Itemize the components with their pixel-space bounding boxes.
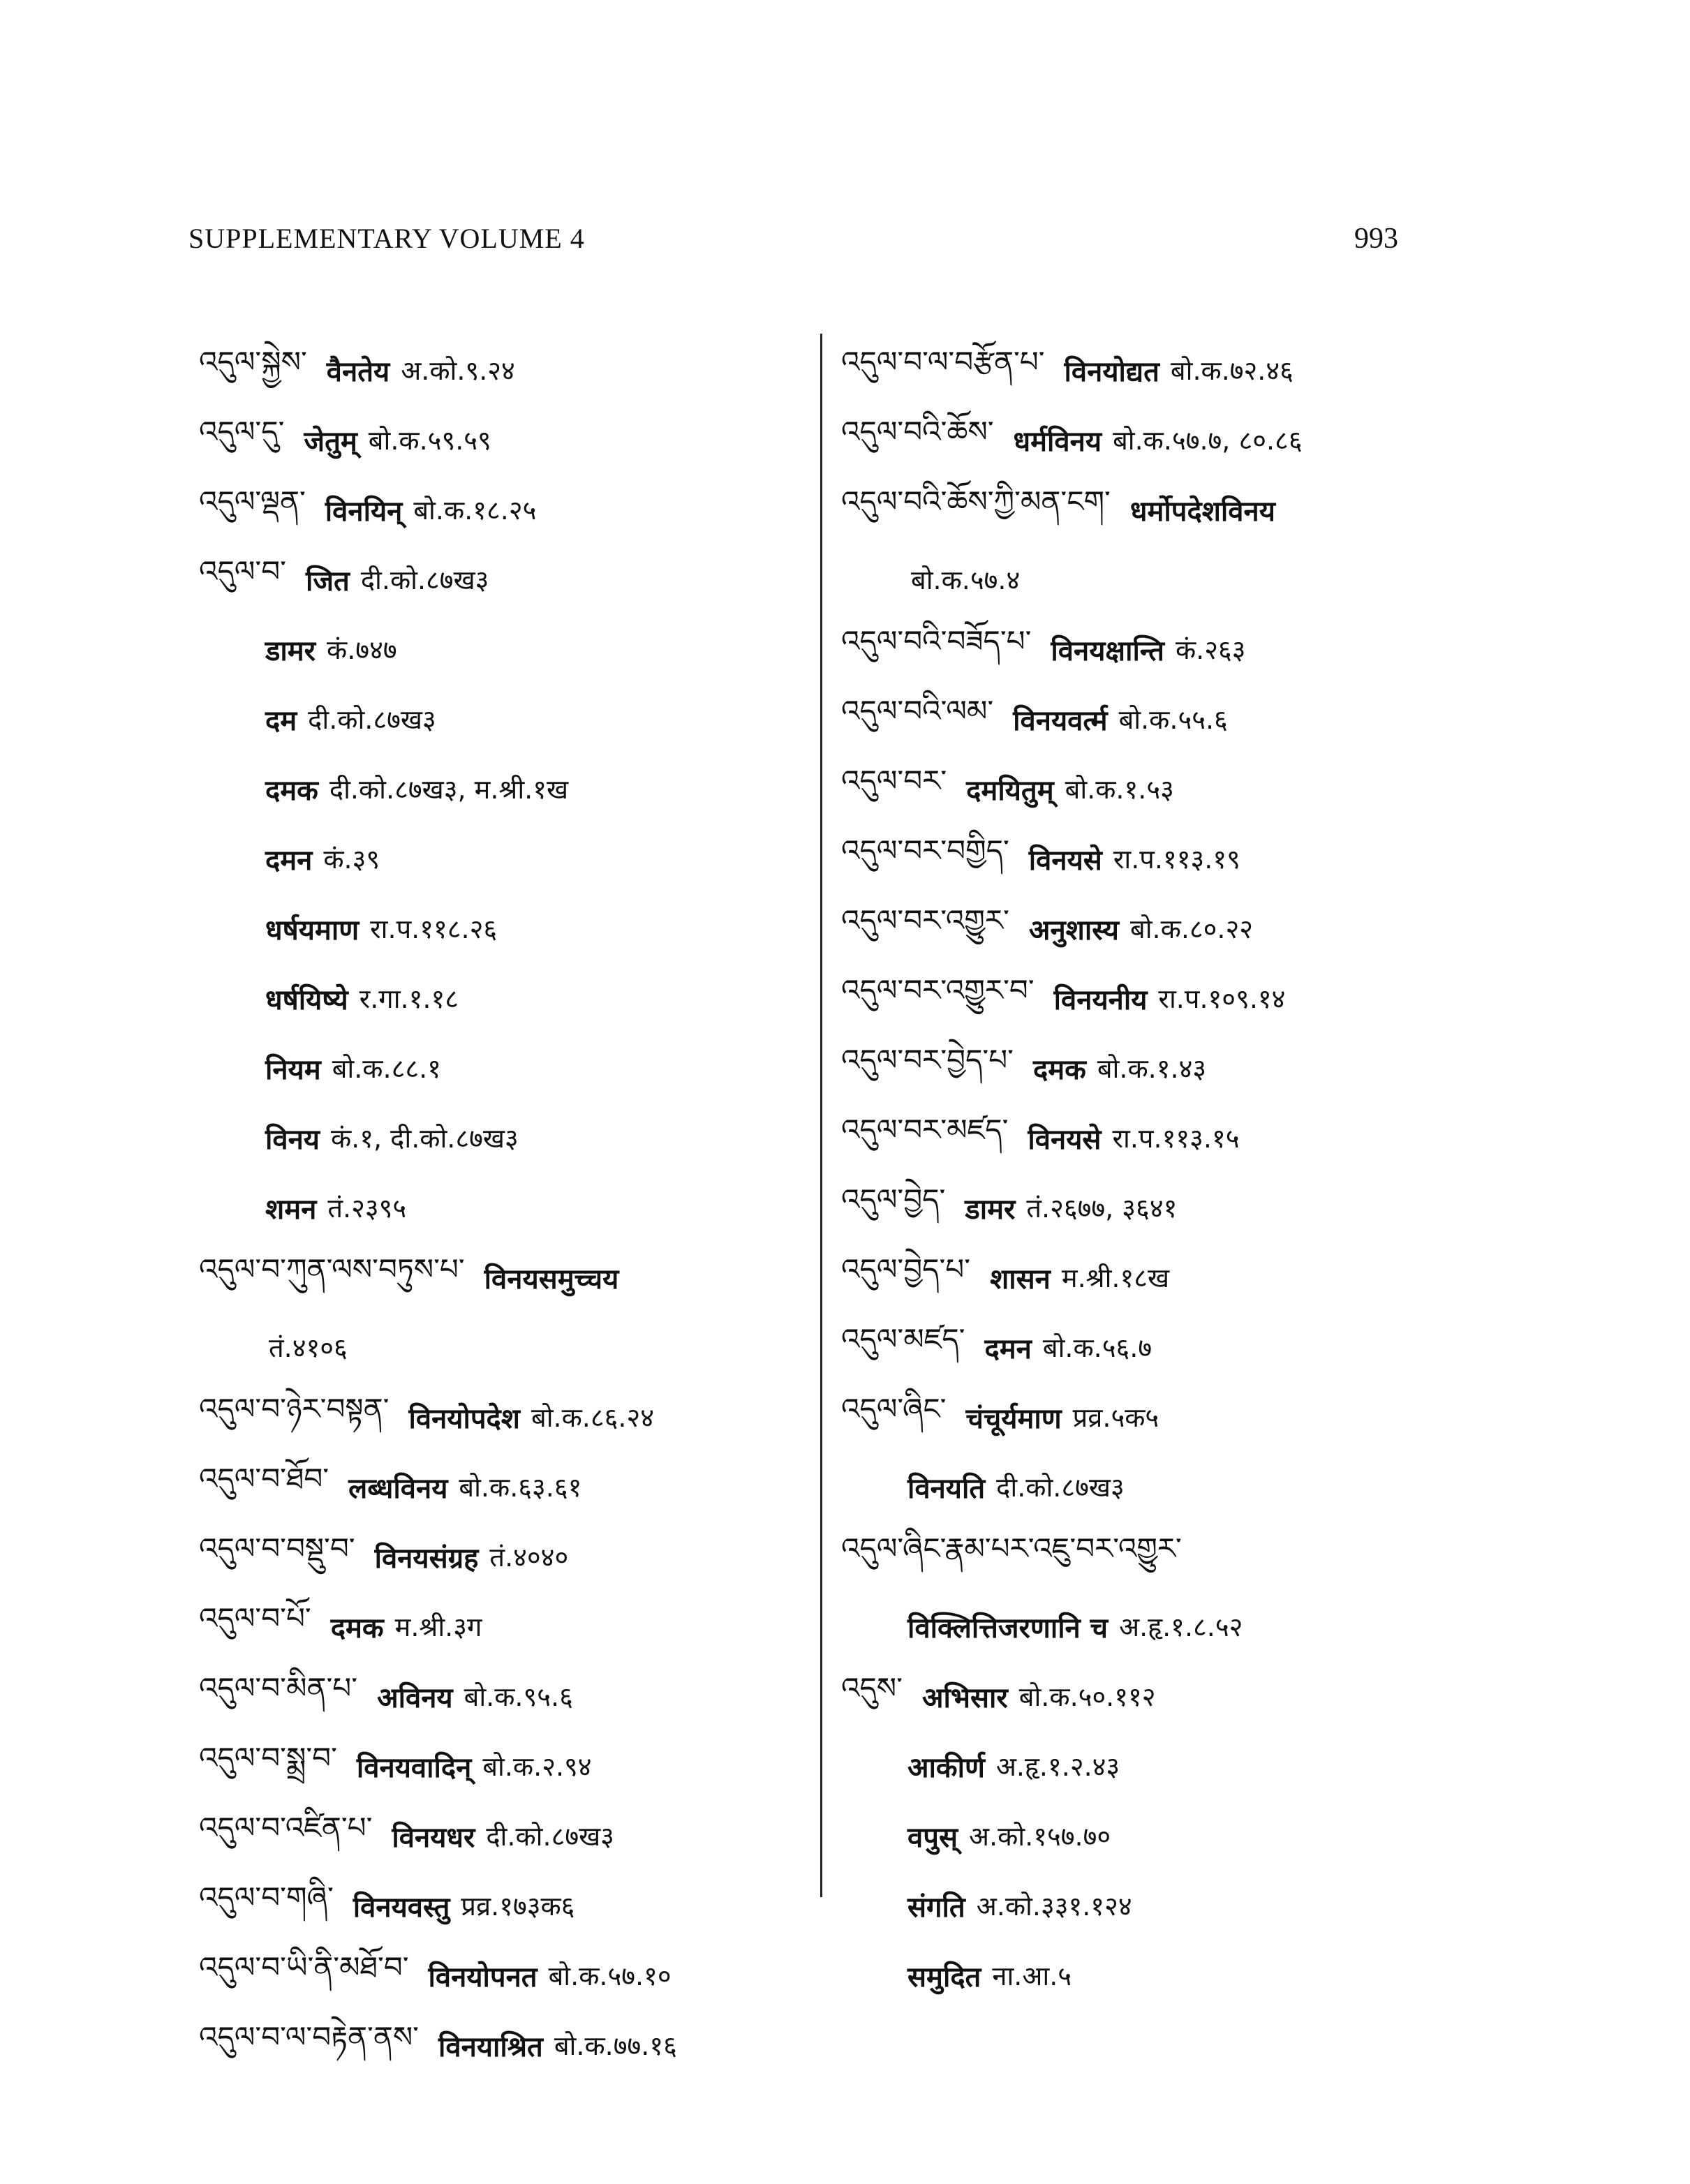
- sanskrit-equivalent: विनयोपनत: [428, 1961, 538, 1993]
- right-column: [841, 335, 1455, 2010]
- source-reference: बो.क.१८.२५: [413, 495, 537, 526]
- dictionary-entry: [199, 893, 813, 963]
- dictionary-entry: [841, 1661, 1455, 1731]
- sanskrit-equivalent: दमक: [1032, 1053, 1086, 1086]
- source-reference: बो.क.८०.२२: [1130, 914, 1254, 944]
- dictionary-entry: [199, 1661, 813, 1731]
- tibetan-term: འདུལ་བ་པོ་: [199, 1600, 311, 1635]
- source-reference: कं.३९: [323, 844, 380, 875]
- sanskrit-equivalent: वैनतेय: [326, 355, 390, 388]
- dictionary-entry: [199, 1801, 813, 1871]
- source-reference: तं.२३९५: [327, 1193, 407, 1224]
- source-reference: रा.प.११३.१९: [1113, 844, 1240, 875]
- tibetan-term: འདུལ་བར་: [841, 763, 947, 798]
- dictionary-entry: [199, 1522, 813, 1591]
- source-reference: रा.प.११८.२६: [370, 914, 498, 944]
- dictionary-entry: [199, 1033, 813, 1103]
- dictionary-entry: [841, 1452, 1455, 1522]
- source-reference: बो.क.९५.६: [464, 1681, 573, 1712]
- tibetan-term: འདུལ་བ་འཛིན་པ་: [199, 1810, 373, 1845]
- sanskrit-equivalent: विनयाश्रित: [438, 2030, 543, 2063]
- source-reference: र.गा.१.१८: [359, 983, 459, 1014]
- sanskrit-equivalent: दमयितुम्: [966, 774, 1054, 807]
- sanskrit-equivalent: दमक: [330, 1612, 384, 1644]
- tibetan-term: འདུལ་བ་ཐོབ་: [199, 1461, 329, 1496]
- sanskrit-equivalent: विनयवर्त्म: [1013, 704, 1108, 737]
- tibetan-term: འདུལ་བ་ཉེར་བསྟན་: [199, 1391, 390, 1426]
- tibetan-term: འདུལ་བྱེད་པ་: [841, 1251, 971, 1286]
- source-reference: कं.२६३: [1175, 634, 1246, 665]
- source-reference: अ.को.१५७.७०: [969, 1821, 1111, 1852]
- source-reference: प्रव्र.५क५: [1072, 1402, 1159, 1433]
- sanskrit-equivalent: अविनय: [377, 1681, 453, 1714]
- dictionary-entry: [841, 1242, 1455, 1312]
- tibetan-term: འདུལ་བ་བསྡུ་བ་: [199, 1531, 355, 1566]
- dictionary-entry: [841, 1312, 1455, 1382]
- source-reference: बो.क.८८.१: [332, 1053, 441, 1084]
- source-reference: अ.को.९.२४: [401, 355, 515, 386]
- tibetan-term: འདུལ་བའི་ཆོས་: [841, 414, 994, 449]
- sanskrit-equivalent: अभिसार: [921, 1681, 1008, 1714]
- dictionary-entry: [199, 475, 813, 544]
- tibetan-term: འདུལ་བའི་ལམ་: [841, 693, 994, 728]
- source-reference: बो.क.५७.१०: [548, 1961, 672, 1991]
- dictionary-entry: [199, 2010, 813, 2080]
- tibetan-term: འདུལ་བར་འགྱུར་: [841, 902, 1009, 937]
- sanskrit-equivalent: चंचूर्यमाण: [965, 1402, 1062, 1435]
- source-reference: तं.४१०६: [269, 1332, 348, 1363]
- sanskrit-equivalent: डामर: [265, 634, 316, 667]
- dictionary-entry: [841, 1940, 1455, 2010]
- source-reference: दी.को.८७ख३: [996, 1472, 1125, 1503]
- source-reference: बो.क.२.९४: [482, 1751, 592, 1782]
- source-reference: रा.प.१०९.१४: [1158, 983, 1286, 1014]
- source-reference: दी.को.८७ख३: [308, 704, 436, 735]
- source-reference: अ.को.३३१.१२४: [976, 1891, 1132, 1922]
- dictionary-entry: [841, 1033, 1455, 1103]
- tibetan-term: འདུལ་མཛད་: [841, 1321, 965, 1356]
- left-column: [199, 335, 813, 2080]
- source-reference: कं.७४७: [327, 634, 397, 665]
- dictionary-entry: [199, 1940, 813, 2010]
- sanskrit-equivalent: विक्लित्तिजरणानि च: [907, 1612, 1109, 1644]
- source-reference: म.श्री.१८ख: [1061, 1263, 1170, 1293]
- dictionary-entry: [199, 1173, 813, 1242]
- source-reference: बो.क.५६.७: [1042, 1332, 1152, 1363]
- sanskrit-equivalent: विनयोपदेश: [408, 1402, 520, 1435]
- dictionary-entry: [199, 684, 813, 754]
- dictionary-entry: [841, 963, 1455, 1033]
- tibetan-term: འདུལ་བར་འགྱུར་བ་: [841, 972, 1035, 1007]
- dictionary-entry: [199, 1242, 813, 1312]
- dictionary-entry: [841, 1173, 1455, 1242]
- sanskrit-equivalent: विनय: [265, 1123, 320, 1156]
- dictionary-entry: [199, 1731, 813, 1801]
- tibetan-term: འདུལ་ཞིང་: [841, 1391, 947, 1426]
- dictionary-entry: [841, 1801, 1455, 1871]
- sanskrit-equivalent: विनयसे: [1028, 844, 1102, 877]
- sanskrit-equivalent: संगति: [907, 1891, 965, 1924]
- sanskrit-equivalent: विनयिन्: [325, 495, 403, 528]
- source-reference: रा.प.११३.१५: [1112, 1123, 1240, 1154]
- dictionary-entry: [199, 963, 813, 1033]
- dictionary-entry: [199, 335, 813, 405]
- sanskrit-equivalent: विनयवस्तु: [353, 1891, 450, 1924]
- dictionary-entry: [841, 475, 1455, 544]
- sanskrit-equivalent: समुदित: [907, 1961, 981, 1993]
- tibetan-term: འདུལ་བ་ལ་བརྩོན་པ་: [841, 344, 1045, 379]
- tibetan-term: འདུལ་བའི་བཟོད་པ་: [841, 623, 1032, 658]
- dictionary-entry: [199, 614, 813, 684]
- dictionary-entry: [199, 1452, 813, 1522]
- source-reference: बो.क.५७.४: [911, 565, 1021, 595]
- sanskrit-equivalent: शमन: [265, 1193, 317, 1226]
- dictionary-entry: [199, 754, 813, 824]
- tibetan-term: འདུལ་བ་མིན་པ་: [199, 1670, 358, 1705]
- sanskrit-equivalent: विनयनीय: [1053, 983, 1148, 1016]
- dictionary-entry: [199, 1312, 813, 1382]
- source-reference: दी.को.८७ख३: [360, 565, 489, 595]
- dictionary-entry: [841, 1382, 1455, 1452]
- tibetan-term: འདུལ་བ་: [199, 554, 286, 588]
- source-reference: बो.क.१.५३: [1065, 774, 1174, 805]
- sanskrit-equivalent: डामर: [965, 1193, 1016, 1226]
- source-reference: दी.को.८७ख३: [486, 1821, 614, 1852]
- dictionary-entry: [199, 1871, 813, 1940]
- running-header: SUPPLEMENTARY VOLUME 4: [188, 223, 585, 254]
- sanskrit-equivalent: धर्मविनय: [1013, 425, 1102, 458]
- tibetan-term: འདུལ་བའི་ཆོས་ཀྱི་མན་ངག་: [841, 484, 1111, 519]
- source-reference: अ.हृ.१.८.५२: [1119, 1612, 1243, 1642]
- tibetan-term: འདུལ་བ་ཡི་ནི་མཐོ་བ་: [199, 1949, 409, 1984]
- source-reference: बो.क.६३.६१: [459, 1472, 582, 1503]
- dictionary-entry: [841, 1731, 1455, 1801]
- tibetan-term: འདུལ་བར་བགྱིད་: [841, 833, 1009, 868]
- tibetan-term: འདུལ་སྐྱེས་: [199, 344, 307, 379]
- dictionary-entry: [841, 754, 1455, 824]
- tibetan-term: འདུས་: [841, 1670, 903, 1705]
- sanskrit-equivalent: दमन: [265, 844, 313, 877]
- tibetan-term: འདུལ་དུ་: [199, 414, 285, 449]
- tibetan-term: འདུལ་བྱེད་: [841, 1182, 946, 1217]
- sanskrit-equivalent: विनयधर: [392, 1821, 475, 1854]
- sanskrit-equivalent: शासन: [990, 1263, 1051, 1295]
- dictionary-entry: [841, 614, 1455, 684]
- sanskrit-equivalent: विनयति: [907, 1472, 986, 1505]
- source-reference: कं.१, दी.को.८७ख३: [331, 1123, 519, 1154]
- dictionary-entry: [199, 824, 813, 893]
- dictionary-entry: [841, 1871, 1455, 1940]
- sanskrit-equivalent: आकीर्ण: [907, 1751, 985, 1784]
- tibetan-term: འདུལ་བ་ལ་བརྟེན་ནས་: [199, 2019, 420, 2054]
- source-reference: बो.क.५५.६: [1118, 704, 1228, 735]
- sanskrit-equivalent: नियम: [265, 1053, 321, 1086]
- source-reference: बो.क.५०.११२: [1018, 1681, 1156, 1712]
- tibetan-term: འདུལ་ལྡན་: [199, 484, 306, 519]
- sanskrit-equivalent: विनयसे: [1028, 1123, 1102, 1156]
- sanskrit-equivalent: धर्षयिष्ये: [265, 983, 348, 1016]
- page-number: 993: [1354, 223, 1398, 255]
- sanskrit-equivalent: दमन: [984, 1332, 1032, 1365]
- source-reference: दी.को.८७ख३, म.श्री.१ख: [329, 774, 569, 805]
- dictionary-entry: [199, 405, 813, 475]
- dictionary-entry: [199, 544, 813, 614]
- source-reference: बो.क.१.४३: [1097, 1053, 1207, 1084]
- dictionary-entry: [199, 1591, 813, 1661]
- sanskrit-equivalent: दमक: [265, 774, 318, 807]
- source-reference: अ.हृ.१.२.४३: [995, 1751, 1120, 1782]
- sanskrit-equivalent: लब्धविनय: [348, 1472, 448, 1505]
- source-reference: म.श्री.३ग: [394, 1612, 482, 1642]
- dictionary-entry: [841, 684, 1455, 754]
- source-reference: प्रव्र.१७३क६: [461, 1891, 575, 1922]
- sanskrit-equivalent: विनयक्षान्ति: [1051, 634, 1164, 667]
- sanskrit-equivalent: जेतुम्: [304, 425, 357, 458]
- source-reference: तं.४०४०: [489, 1542, 569, 1573]
- source-reference: बो.क.८६.२४: [531, 1402, 655, 1433]
- source-reference: बो.क.५९.५९: [368, 425, 491, 456]
- sanskrit-equivalent: विनयसंग्रह: [374, 1542, 479, 1575]
- column-divider: [820, 334, 822, 1897]
- tibetan-term: འདུལ་བ་གཞི་: [199, 1880, 334, 1915]
- source-reference: तं.२६७७, ३६४१: [1026, 1193, 1178, 1224]
- dictionary-entry: [841, 335, 1455, 405]
- sanskrit-equivalent: वपुस्: [907, 1821, 958, 1854]
- tibetan-term: འདུལ་ཞིང་རྣམ་པར་འཇུ་བར་འགྱུར་: [841, 1531, 1182, 1566]
- sanskrit-equivalent: विनयसमुच्चय: [484, 1263, 619, 1295]
- tibetan-term: འདུལ་བར་བྱེད་པ་: [841, 1042, 1014, 1077]
- sanskrit-equivalent: अनुशास्य: [1028, 914, 1120, 946]
- sanskrit-equivalent: विनयवादिन्: [356, 1751, 472, 1784]
- dictionary-entry: [199, 1382, 813, 1452]
- dictionary-entry: [841, 824, 1455, 893]
- source-reference: बो.क.७७.१६: [554, 2030, 677, 2061]
- sanskrit-equivalent: जित: [306, 565, 350, 597]
- tibetan-term: འདུལ་བ་ཀུན་ལས་བཏུས་པ་: [199, 1251, 465, 1286]
- dictionary-entry: [199, 1103, 813, 1173]
- sanskrit-equivalent: धर्मोपदेशविनय: [1129, 495, 1275, 528]
- tibetan-term: འདུལ་བ་སྨྲ་བ་: [199, 1740, 337, 1775]
- tibetan-term: འདུལ་བར་མཛད་: [841, 1112, 1009, 1147]
- dictionary-entry: [841, 893, 1455, 963]
- source-reference: बो.क.५७.७, ८०.८६: [1113, 425, 1303, 456]
- sanskrit-equivalent: दम: [265, 704, 297, 737]
- dictionary-entry: [841, 1591, 1455, 1661]
- source-reference: ना.आ.५: [992, 1961, 1072, 1991]
- sanskrit-equivalent: विनयोद्यत: [1064, 355, 1159, 388]
- dictionary-entry: [841, 1522, 1455, 1591]
- dictionary-entry: [841, 1103, 1455, 1173]
- dictionary-entry: [841, 544, 1455, 614]
- source-reference: बो.क.७२.४६: [1170, 355, 1294, 386]
- sanskrit-equivalent: धर्षयमाण: [265, 914, 360, 946]
- dictionary-entry: [841, 405, 1455, 475]
